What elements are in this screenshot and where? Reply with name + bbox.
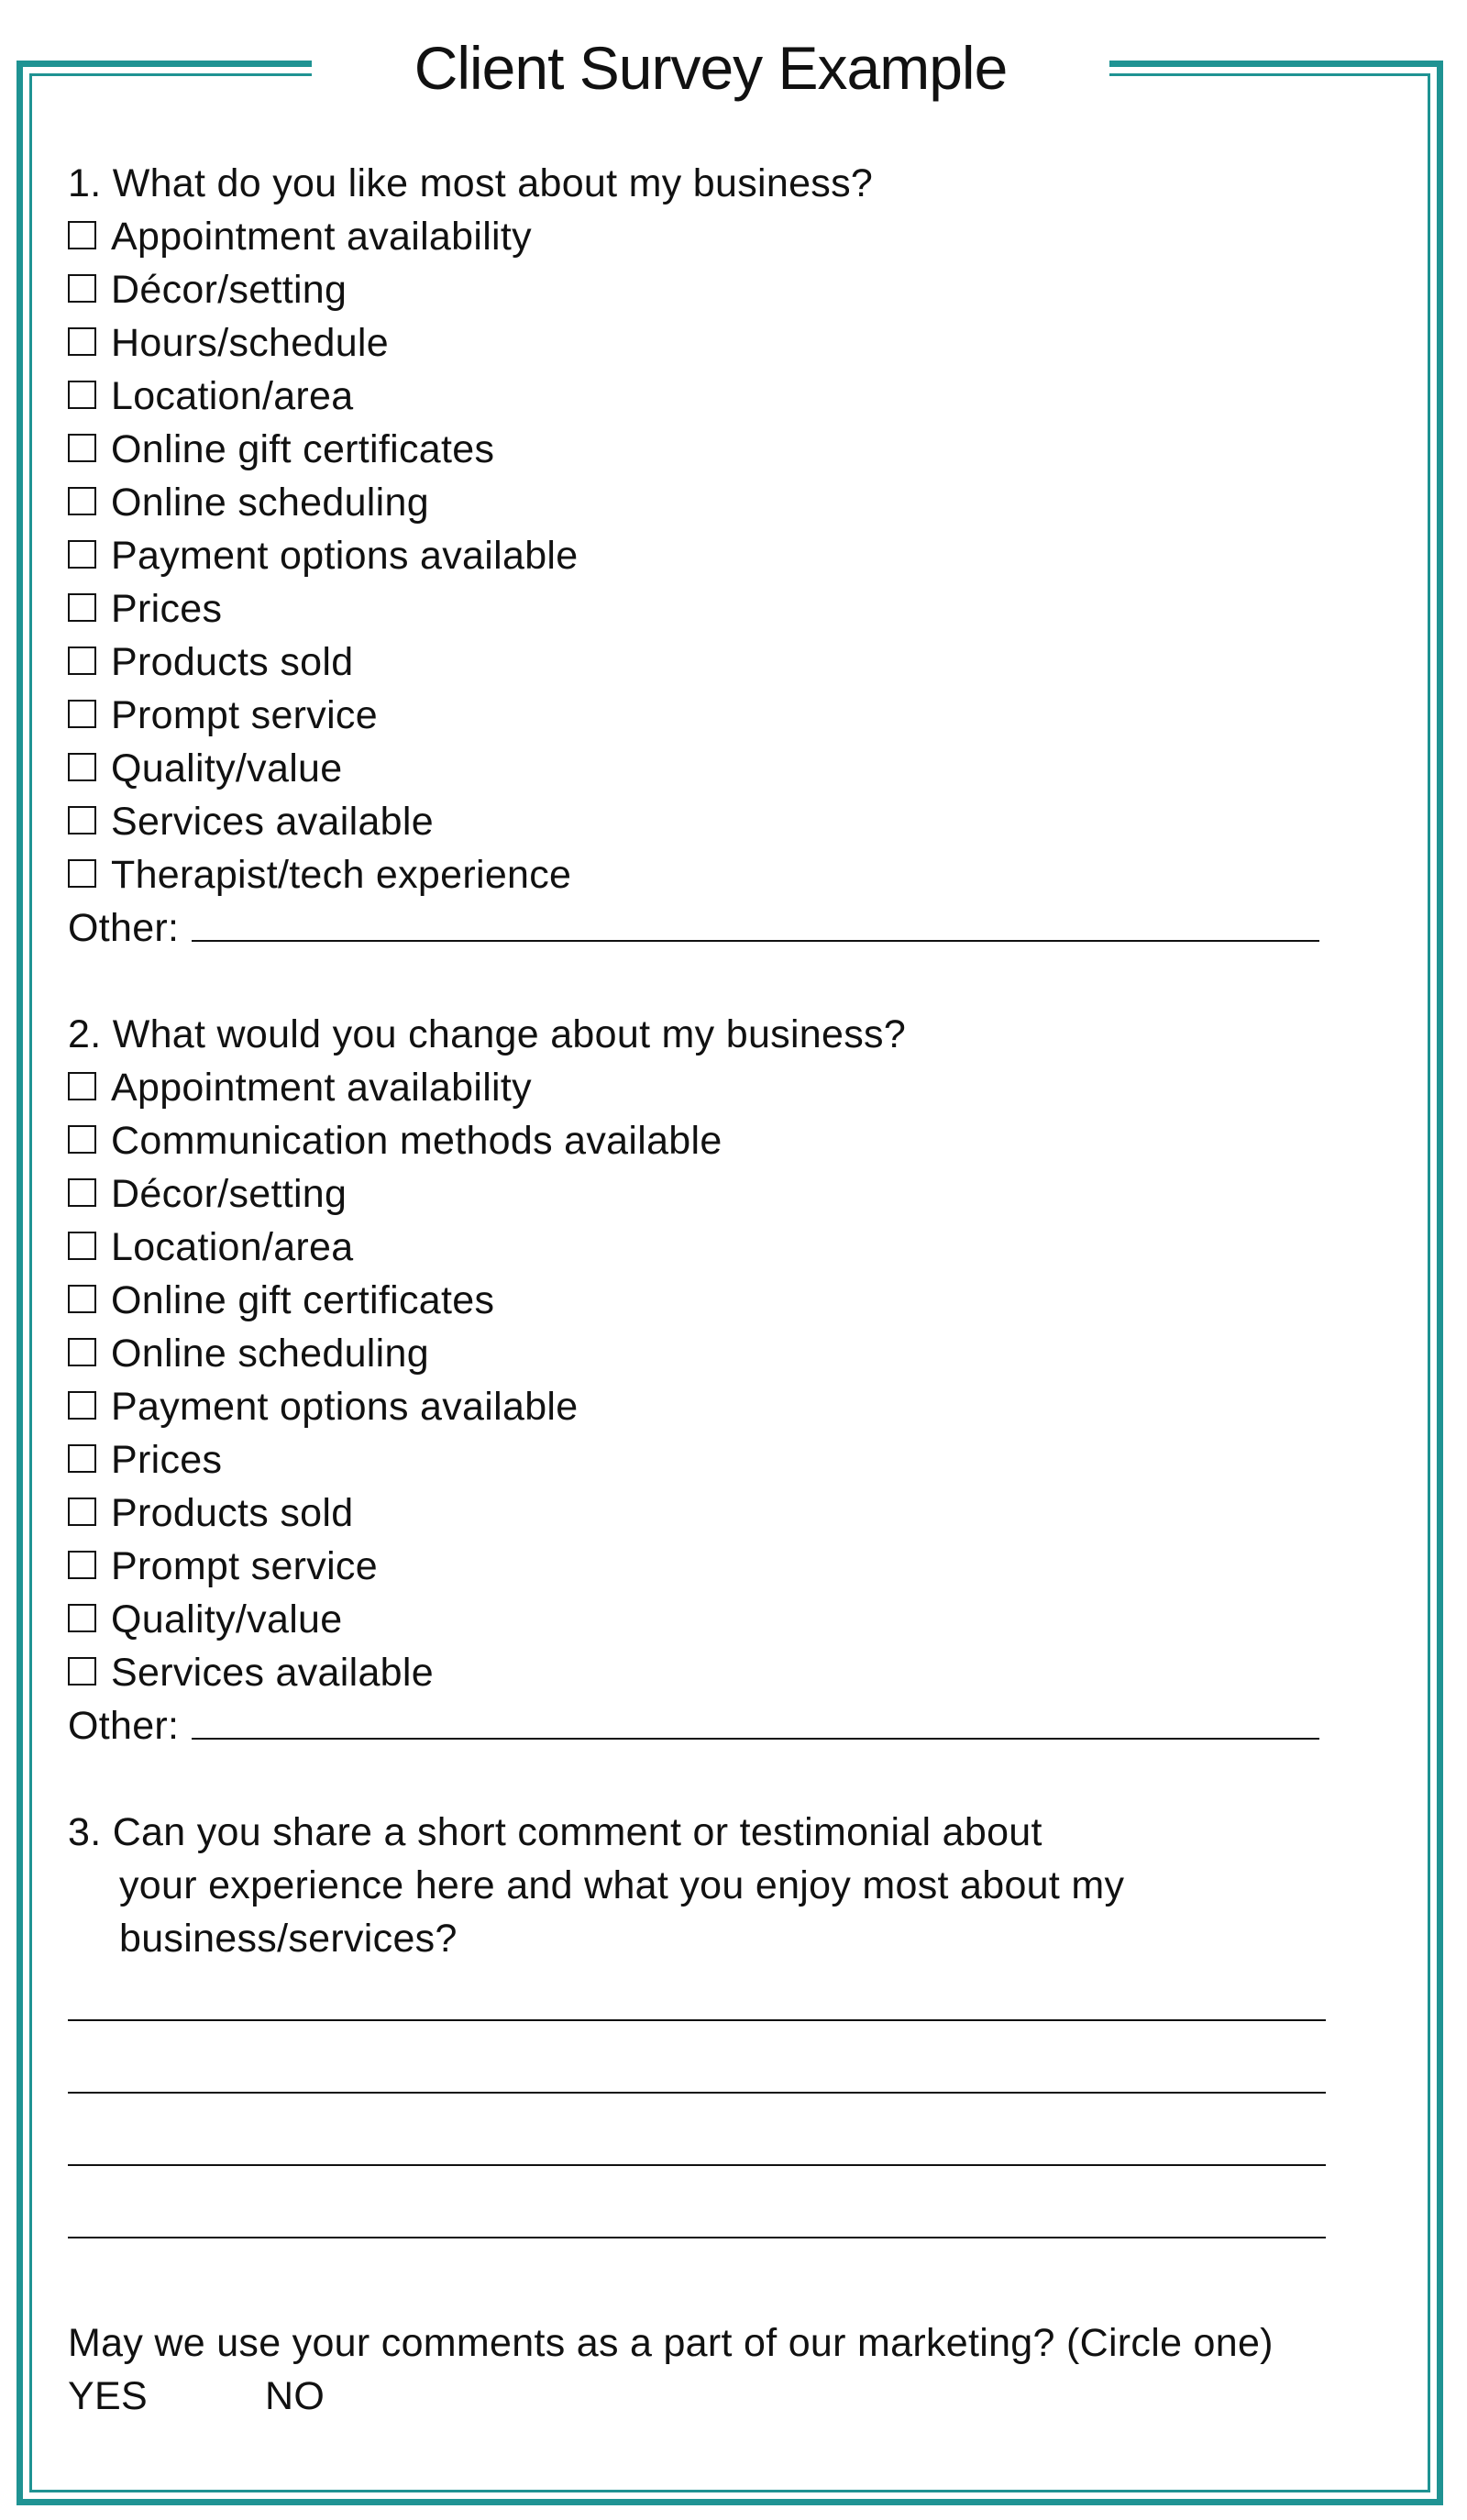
comment-line[interactable]	[68, 1965, 1406, 2038]
question-3-line: 3. Can you share a short comment or testimonial about	[68, 1810, 1042, 1854]
q1-option[interactable]	[68, 529, 1406, 582]
option-label: Payment options available	[111, 534, 579, 578]
q1-option[interactable]	[68, 742, 1406, 795]
option-label: Décor/setting	[111, 268, 347, 312]
q1-option[interactable]	[68, 582, 1406, 636]
checkbox[interactable]	[68, 1391, 96, 1420]
q1-option[interactable]	[68, 689, 1406, 742]
q2-option[interactable]	[68, 1167, 1406, 1221]
q1-option[interactable]	[68, 263, 1406, 316]
spacer	[68, 1752, 1406, 1806]
q1-option[interactable]	[68, 476, 1406, 529]
checkbox[interactable]	[68, 1444, 96, 1473]
other-blank-line[interactable]	[192, 1738, 1319, 1740]
marketing-question: May we use your comments as a part of our marketing? (Circle one)	[68, 2321, 1274, 2365]
option-label: Location/area	[111, 1225, 354, 1269]
q2-option[interactable]	[68, 1380, 1406, 1433]
q2-option[interactable]	[68, 1487, 1406, 1540]
yes-no-choice	[68, 2370, 1406, 2423]
option-label: Hours/schedule	[111, 321, 389, 365]
checkbox[interactable]	[68, 1285, 96, 1313]
checkbox[interactable]	[68, 1232, 96, 1260]
checkbox[interactable]	[68, 859, 96, 888]
other-label: Other:	[68, 1704, 180, 1748]
checkbox[interactable]	[68, 700, 96, 728]
yes-option[interactable]: YES	[68, 2374, 148, 2418]
blank-rule	[68, 2019, 1326, 2021]
q1-option[interactable]	[68, 795, 1406, 848]
checkbox[interactable]	[68, 1604, 96, 1632]
option-label: Services available	[111, 800, 434, 844]
option-label: Appointment availability	[111, 1066, 532, 1110]
checkbox[interactable]	[68, 753, 96, 781]
checkbox[interactable]	[68, 1338, 96, 1366]
checkbox[interactable]	[68, 1072, 96, 1100]
comment-line[interactable]	[68, 2038, 1406, 2110]
checkbox[interactable]	[68, 381, 96, 409]
option-label: Quality/value	[111, 1597, 343, 1641]
other-blank-line[interactable]	[192, 940, 1319, 942]
q2-option[interactable]	[68, 1593, 1406, 1646]
q2-option[interactable]	[68, 1061, 1406, 1114]
option-label: Payment options available	[111, 1385, 579, 1429]
checkbox[interactable]	[68, 593, 96, 622]
q2-option[interactable]	[68, 1221, 1406, 1274]
checkbox[interactable]	[68, 434, 96, 462]
checkbox[interactable]	[68, 1178, 96, 1207]
q1-other-field[interactable]	[68, 901, 1406, 955]
option-label: Online scheduling	[111, 481, 429, 525]
q2-option[interactable]	[68, 1646, 1406, 1699]
q1-option[interactable]	[68, 370, 1406, 423]
checkbox[interactable]	[68, 647, 96, 675]
option-label: Therapist/tech experience	[111, 853, 572, 897]
q2-option[interactable]	[68, 1114, 1406, 1167]
no-option[interactable]: NO	[265, 2374, 325, 2418]
checkbox[interactable]	[68, 806, 96, 834]
option-label: Appointment availability	[111, 215, 532, 259]
spacer	[68, 955, 1406, 1008]
q2-option[interactable]	[68, 1433, 1406, 1487]
option-label: Products sold	[111, 1491, 354, 1535]
blank-rule	[68, 2164, 1326, 2166]
checkbox[interactable]	[68, 487, 96, 515]
option-label: Products sold	[111, 640, 354, 684]
option-label: Prompt service	[111, 693, 378, 737]
option-label: Quality/value	[111, 746, 343, 790]
option-label: Prompt service	[111, 1544, 378, 1588]
q1-option[interactable]	[68, 316, 1406, 370]
comment-line[interactable]	[68, 2183, 1406, 2255]
page-title: Client Survey Example	[414, 34, 1008, 102]
option-label: Communication methods available	[111, 1119, 722, 1163]
question-1: 1. What do you like most about my business?	[68, 161, 874, 205]
checkbox[interactable]	[68, 540, 96, 569]
q1-option[interactable]	[68, 636, 1406, 689]
checkbox[interactable]	[68, 221, 96, 249]
checkbox[interactable]	[68, 1125, 96, 1154]
option-label: Online scheduling	[111, 1332, 429, 1376]
option-label: Services available	[111, 1651, 434, 1695]
option-label: Décor/setting	[111, 1172, 347, 1216]
checkbox[interactable]	[68, 1498, 96, 1526]
q2-other-field[interactable]	[68, 1699, 1406, 1752]
option-label: Location/area	[111, 374, 354, 418]
option-label: Online gift certificates	[111, 1278, 495, 1322]
q2-option[interactable]	[68, 1540, 1406, 1593]
checkbox[interactable]	[68, 1657, 96, 1686]
checkbox[interactable]	[68, 274, 96, 303]
question-3-line: business/services?	[119, 1917, 458, 1961]
question-3-line: your experience here and what you enjoy most about my	[119, 1863, 1125, 1907]
question-2: 2. What would you change about my business?	[68, 1012, 907, 1056]
q1-option[interactable]	[68, 423, 1406, 476]
option-label: Online gift certificates	[111, 427, 495, 471]
option-label: Prices	[111, 1438, 223, 1482]
comment-line[interactable]	[68, 2110, 1406, 2183]
blank-rule	[68, 2092, 1326, 2094]
option-label: Prices	[111, 587, 223, 631]
spacer	[68, 2255, 1406, 2316]
q1-option[interactable]	[68, 210, 1406, 263]
checkbox[interactable]	[68, 327, 96, 356]
other-label: Other:	[68, 906, 180, 950]
q2-option[interactable]	[68, 1327, 1406, 1380]
blank-rule	[68, 2237, 1326, 2238]
checkbox[interactable]	[68, 1551, 96, 1579]
q2-option[interactable]	[68, 1274, 1406, 1327]
q1-option[interactable]	[68, 848, 1406, 901]
survey-form	[68, 157, 1406, 2423]
